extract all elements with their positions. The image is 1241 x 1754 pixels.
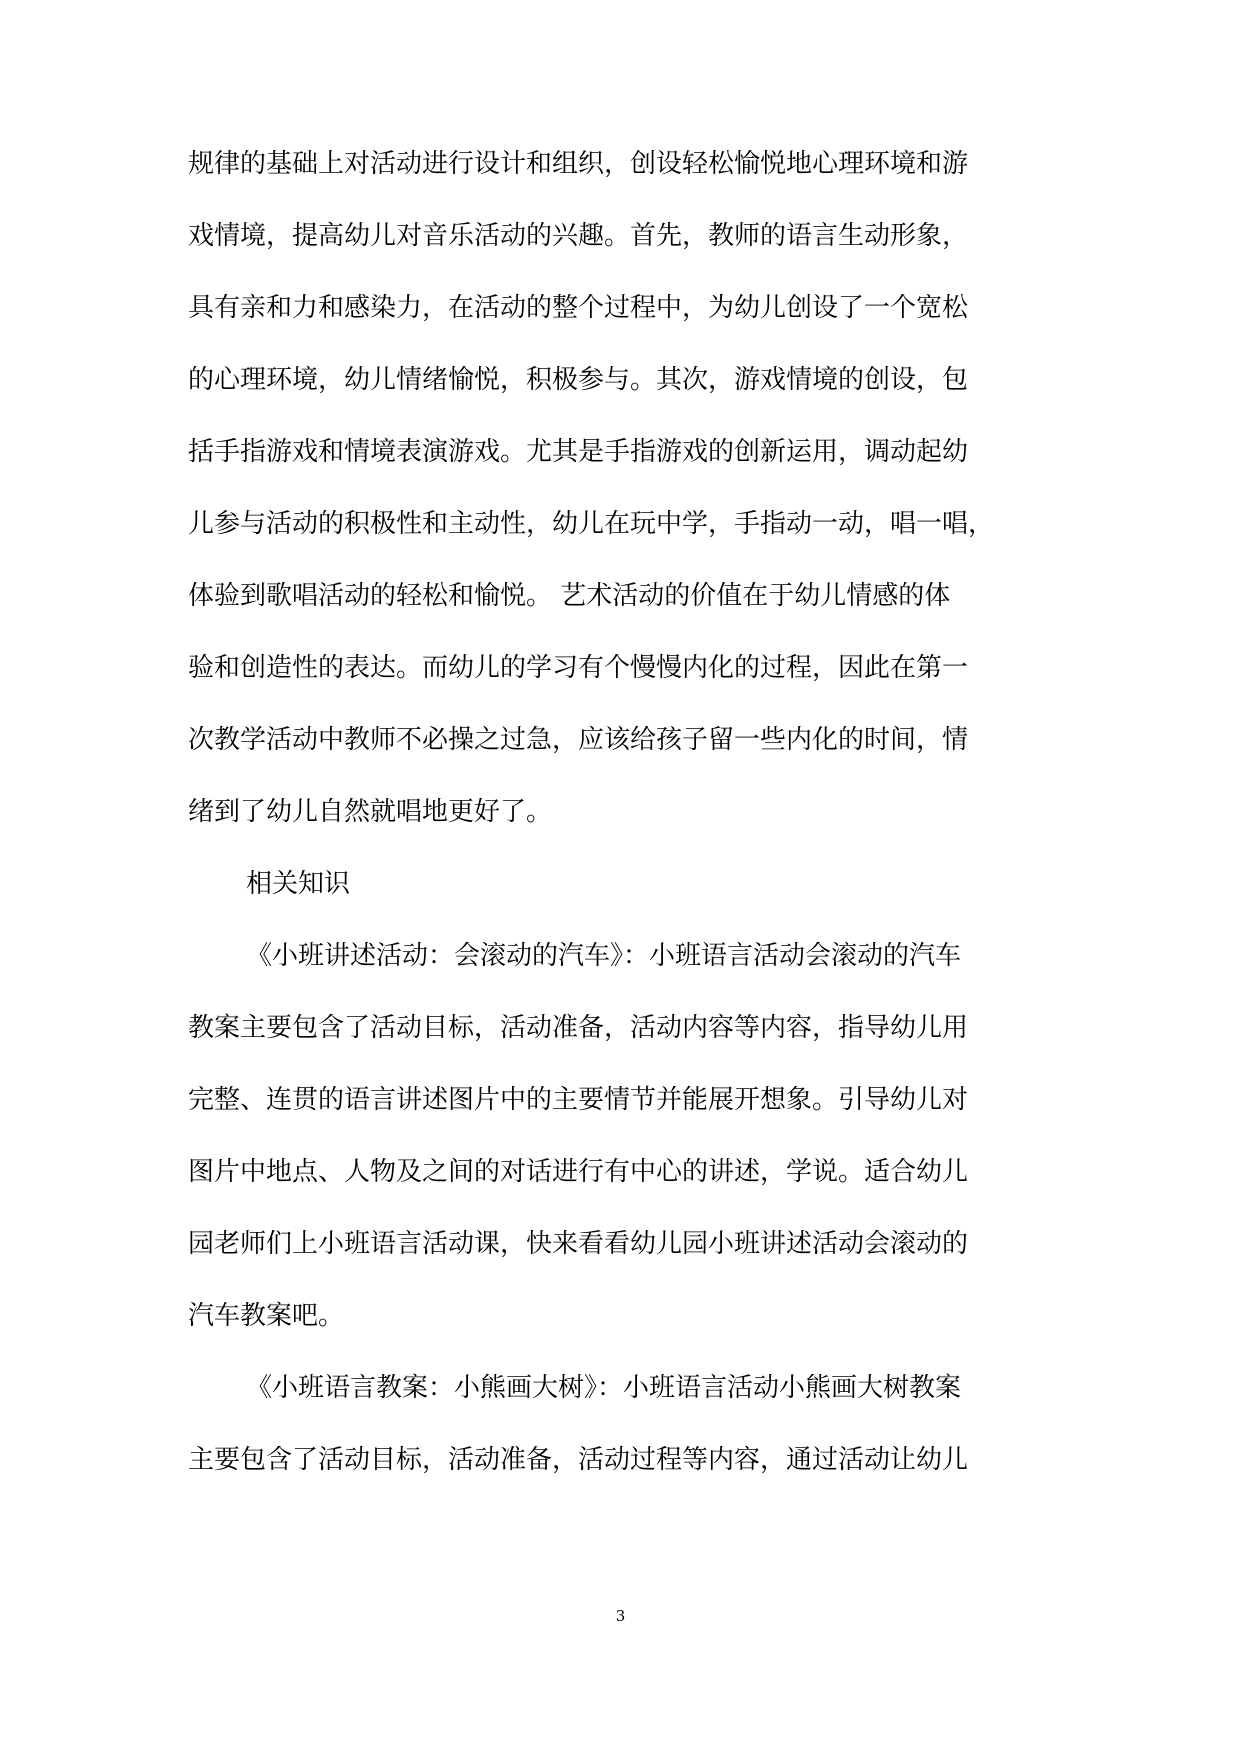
text-line: 体验到歌唱活动的轻松和愉悦。 艺术活动的价值在于幼儿情感的体 (188, 581, 951, 611)
text-line: 括手指游戏和情境表演游戏。尤其是手指游戏的创新运用，调动起幼 (188, 437, 969, 467)
text-line: 规律的基础上对活动进行设计和组织，创设轻松愉悦地心理环境和游 (188, 149, 969, 179)
text-line: 教案主要包含了活动目标，活动准备，活动内容等内容，指导幼儿用 (188, 1013, 969, 1043)
paragraph-bear-draws-tree (188, 1368, 1056, 1512)
text-line: 的心理环境，幼儿情绪愉悦，积极参与。其次，游戏情境的创设，包 (188, 365, 969, 395)
text-line: 《小班讲述活动：会滚动的汽车》：小班语言活动会滚动的汽车 (246, 941, 962, 971)
text-line: 汽车教案吧。 (188, 1301, 345, 1331)
text-line: 主要包含了活动目标，活动准备，活动过程等内容，通过活动让幼儿 (188, 1445, 969, 1475)
paragraph-rolling-car (188, 936, 1056, 1368)
text-line: 园老师们上小班语言活动课，快来看看幼儿园小班讲述活动会滚动的 (188, 1229, 969, 1259)
text-line: 次教学活动中教师不必操之过急，应该给孩子留一些内化的时间，情 (188, 725, 969, 755)
body-text (188, 144, 1056, 1512)
text-line: 儿参与活动的积极性和主动性，幼儿在玩中学，手指动一动，唱一唱， (188, 509, 995, 539)
text-line: 验和创造性的表达。而幼儿的学习有个慢慢内化的过程，因此在第一 (188, 653, 969, 683)
page-number: 3 (615, 1607, 626, 1625)
paragraph-reflection (188, 144, 1056, 864)
text-line: 绪到了幼儿自然就唱地更好了。 (188, 797, 553, 827)
text-line: 戏情境，提高幼儿对音乐活动的兴趣。首先，教师的语言生动形象， (188, 221, 969, 251)
text-line: 具有亲和力和感染力，在活动的整个过程中，为幼儿创设了一个宽松 (188, 293, 969, 323)
section-heading (188, 864, 1056, 936)
text-line: 《小班语言教案：小熊画大树》：小班语言活动小熊画大树教案 (246, 1373, 962, 1403)
text-line: 图片中地点、人物及之间的对话进行有中心的讲述，学说。适合幼儿 (188, 1157, 969, 1187)
section-heading-text: 相关知识 (246, 869, 351, 899)
text-line: 完整、连贯的语言讲述图片中的主要情节并能展开想象。引导幼儿对 (188, 1085, 969, 1115)
